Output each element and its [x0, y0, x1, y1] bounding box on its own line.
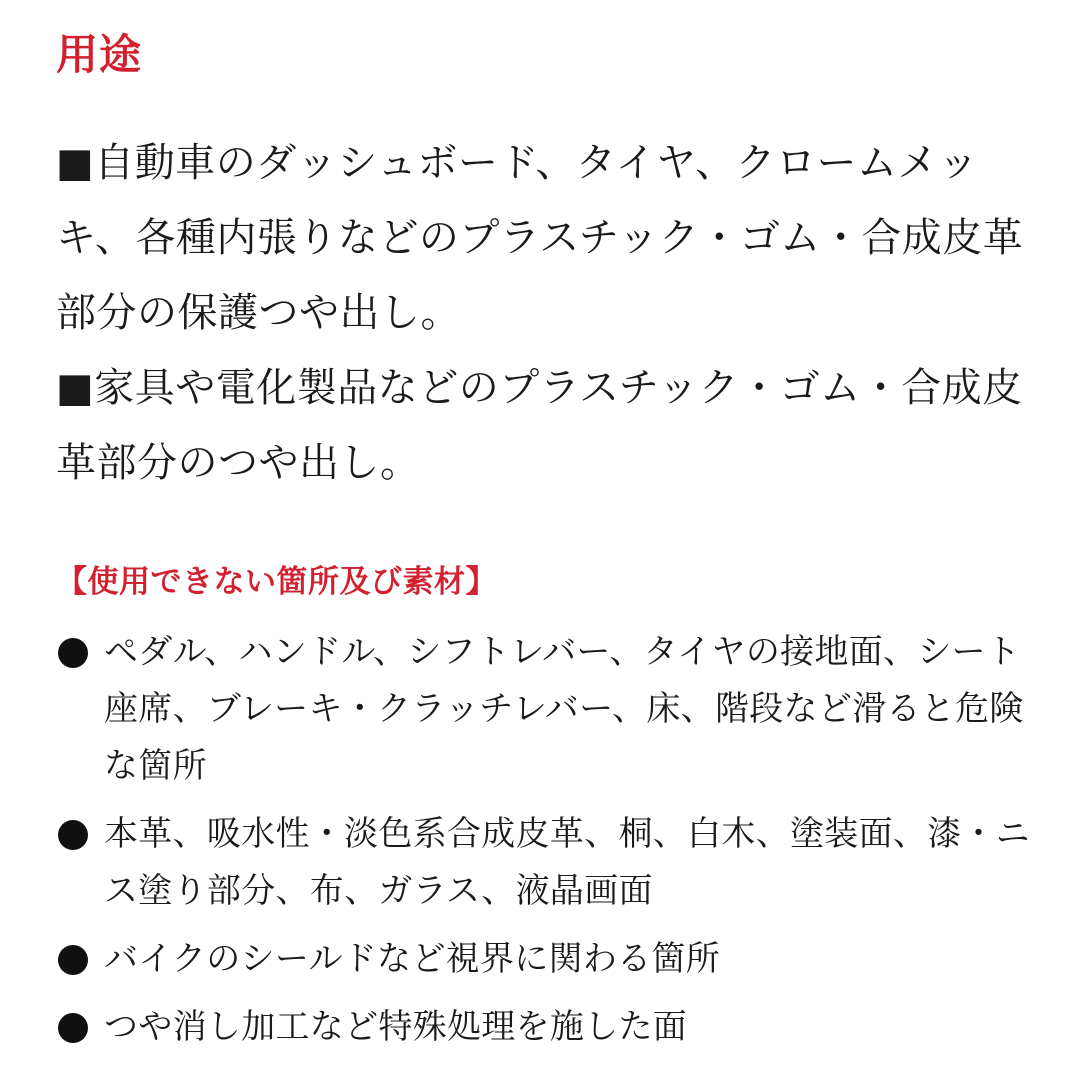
section-title-not-usable: 【使用できない箇所及び素材】 — [56, 564, 497, 600]
list-item-text: バイクのシールドなど視界に関わる箇所 — [104, 939, 721, 979]
list-item-text: ペダル、ハンドル、シフトレバー、タイヤの接地面、シート座席、ブレーキ・クラッチレバー、床、階段など滑ると危険な箇所 — [104, 632, 1024, 786]
bullet-dot-icon — [58, 1013, 88, 1043]
bullet-dot-icon — [58, 945, 88, 975]
usage-item — [56, 351, 1036, 501]
usage-list — [56, 126, 1036, 501]
square-bullet-icon: ■ — [56, 140, 95, 186]
usage-item-text: 自動車のダッシュボード、タイヤ、クロームメッキ、各種内張りなどのプラスチック・ゴム・合成皮革部分の保護つや出し。 — [56, 140, 1024, 336]
square-bullet-icon: ■ — [56, 365, 95, 411]
not-usable-list — [56, 624, 1036, 1067]
bullet-dot-icon — [58, 820, 88, 850]
list-item — [56, 931, 1036, 988]
list-item — [56, 806, 1036, 920]
usage-item — [56, 126, 1036, 351]
section-title-usage: 用途 — [56, 30, 143, 79]
bullet-dot-icon — [58, 638, 88, 668]
list-item-text: つや消し加工など特殊処理を施した面 — [104, 1007, 688, 1047]
list-item — [56, 624, 1036, 795]
list-item — [56, 999, 1036, 1056]
usage-item-text: 家具や電化製品などのプラスチック・ゴム・合成皮革部分のつや出し。 — [56, 365, 1023, 486]
list-item-text: 本革、吸水性・淡色系合成皮革、桐、白木、塗装面、漆・ニス塗り部分、布、ガラス、液晶画面 — [104, 814, 1031, 911]
